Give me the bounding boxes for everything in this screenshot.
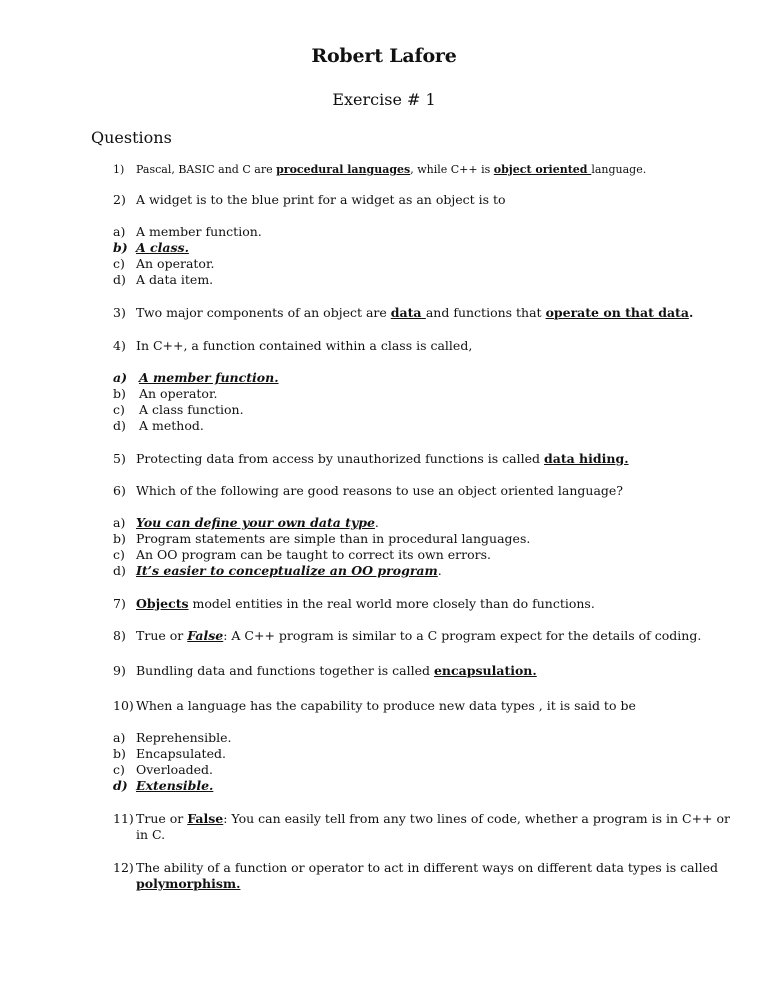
answer: polymorphism. [136, 876, 241, 891]
answer: data [390, 305, 426, 320]
question-text-continued: in C. [136, 827, 166, 842]
option-letter: a) [113, 515, 126, 530]
answer: False [187, 628, 224, 643]
option-text: An operator. [136, 256, 215, 271]
option-text: You can define your own data type. [136, 515, 379, 530]
option-letter: c) [113, 256, 125, 271]
option-letter: a) [113, 224, 126, 239]
exercise-title: Exercise # 1 [332, 90, 436, 109]
option-letter: b) [113, 240, 128, 255]
question-text: Pascal, BASIC and C are procedural languages, while C++ is object oriented language. [136, 163, 647, 176]
question-number: 7) [113, 596, 126, 611]
option-text: Program statements are simple than in procedural languages. [136, 531, 531, 546]
answer: operate on that data [545, 305, 689, 320]
option-text: A data item. [136, 272, 214, 287]
option-letter: a) [113, 370, 128, 385]
question-text: Two major components of an object are data and functions that operate on that data. [136, 305, 694, 320]
option-letter: d) [113, 778, 128, 793]
answer: False [187, 811, 224, 826]
question-text: The ability of a function or operator to act in different ways on different data types is called [136, 860, 718, 875]
option-letter: d) [113, 563, 126, 578]
option-text: An operator. [139, 386, 218, 401]
question-text: True or False: A C++ program is similar to a C program expect for the details of coding. [136, 628, 702, 643]
answer: Objects [136, 596, 189, 611]
question-number: 2) [113, 192, 126, 207]
question-text: Which of the following are good reasons to use an object oriented language? [136, 483, 623, 498]
answer: object oriented [493, 163, 592, 176]
question-number: 8) [113, 628, 126, 643]
question-text: Protecting data from access by unauthorized functions is called data hiding. [136, 451, 629, 466]
option-letter: b) [113, 746, 126, 761]
option-letter: b) [113, 531, 126, 546]
option-text: It’s easier to conceptualize an OO program. [136, 563, 442, 578]
answer: data hiding. [543, 451, 629, 466]
document-author: Robert Lafore [311, 45, 457, 67]
section-title: Questions [91, 128, 172, 147]
option-letter: c) [113, 547, 125, 562]
question-text: True or False: You can easily tell from any two lines of code, whether a program is in C++ or [136, 811, 731, 826]
question-number: 11) [113, 811, 134, 826]
question-number: 9) [113, 663, 126, 678]
option-text: Encapsulated. [136, 746, 226, 761]
option-text: Reprehensible. [136, 730, 232, 745]
question-text: When a language has the capability to produce new data types , it is said to be [136, 698, 636, 713]
option-text-answer: A class. [136, 240, 189, 255]
option-text: A class function. [139, 402, 244, 417]
question-number: 1) [113, 163, 125, 176]
answer: encapsulation. [433, 663, 537, 678]
option-letter: b) [113, 386, 126, 401]
option-text: An OO program can be taught to correct its own errors. [136, 547, 491, 562]
question-number: 12) [113, 860, 134, 875]
option-letter: d) [113, 418, 126, 433]
option-text: Overloaded. [136, 762, 214, 777]
option-letter: c) [113, 402, 125, 417]
option-text-answer: A member function. [139, 370, 279, 385]
option-text: A member function. [136, 224, 262, 239]
question-text: A widget is to the blue print for a widget as an object is to [136, 192, 506, 207]
question-text: In C++, a function contained within a class is called, [136, 338, 473, 353]
question-number: 4) [113, 338, 126, 353]
answer: procedural languages [276, 163, 411, 176]
question-number: 10) [113, 698, 134, 713]
question-text: Bundling data and functions together is called encapsulation. [136, 663, 537, 678]
answer: It’s easier to conceptualize an OO program [136, 563, 438, 578]
question-text: Objects model entities in the real world more closely than do functions. [136, 596, 595, 611]
answer: You can define your own data type [136, 515, 375, 530]
option-text: A method. [139, 418, 204, 433]
question-number: 3) [113, 305, 126, 320]
question-number: 5) [113, 451, 126, 466]
question-number: 6) [113, 483, 126, 498]
option-letter: d) [113, 272, 126, 287]
option-letter: c) [113, 762, 125, 777]
option-letter: a) [113, 730, 126, 745]
option-text-answer: Extensible. [136, 778, 214, 793]
